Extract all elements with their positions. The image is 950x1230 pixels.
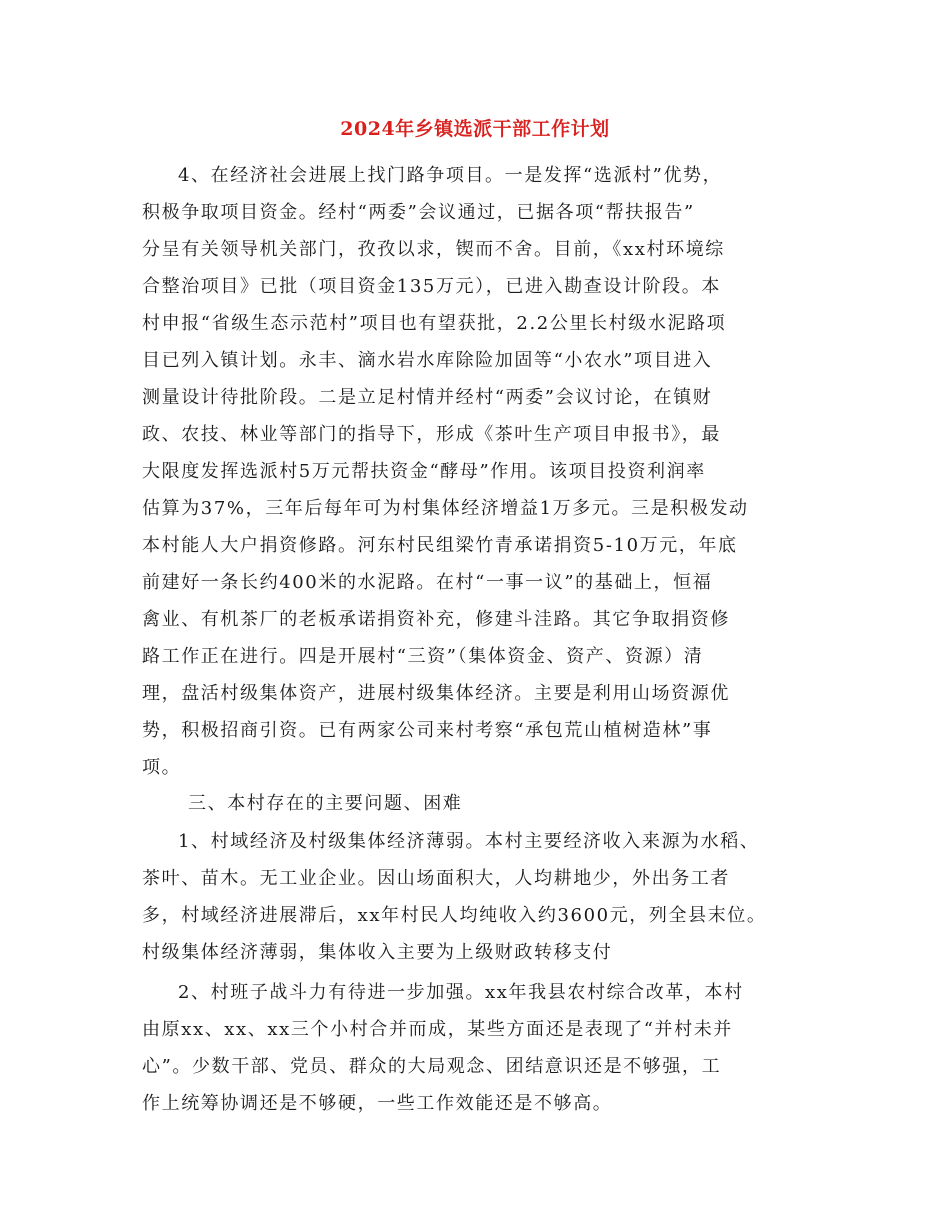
paragraph-line: 势，积极招商引资。已有两家公司来村考察“承包荒山植树造林”事 bbox=[142, 720, 713, 741]
paragraph-line: 目已列入镇计划。永丰、滴水岩水库除险加固等“小农水”项目进入 bbox=[142, 350, 713, 371]
paragraph-line: 分呈有关领导机关部门，孜孜以求，锲而不舍。目前，《xx村环境综 bbox=[142, 239, 725, 260]
paragraph-line: 1、村域经济及村级集体经济薄弱。本村主要经济收入来源为水稻、 bbox=[178, 831, 760, 852]
paragraph-line: 积极争取项目资金。经村“两委”会议通过，已据各项“帮扶报告” bbox=[142, 202, 695, 223]
paragraph-line: 2、村班子战斗力有待进一步加强。xx年我县农村综合改革，本村 bbox=[178, 982, 744, 1003]
paragraph-line: 前建好一条长约400米的水泥路。在村“一事一议”的基础上，恒福 bbox=[142, 572, 713, 593]
paragraph-line: 由原xx、xx、xx三个小村合并而成，某些方面还是表现了“并村未并 bbox=[142, 1019, 733, 1040]
paragraph-line: 大限度发挥选派村5万元帮扶资金“酵母”作用。该项目投资利润率 bbox=[142, 461, 706, 482]
paragraph-line: 作上统筹协调还是不够硬，一些工作效能还是不够高。 bbox=[142, 1093, 613, 1114]
paragraph-line: 理，盘活村级集体资产，进展村级集体经济。主要是利用山场资源优 bbox=[142, 683, 730, 704]
paragraph-line: 政、农技、林业等部门的指导下，形成《茶叶生产项目申报书》，最 bbox=[142, 424, 721, 445]
paragraph-line: 合整治项目》已批（项目资金135万元），已进入勘查设计阶段。本 bbox=[142, 276, 721, 297]
paragraph-line: 心”。少数干部、党员、群众的大局观念、团结意识还是不够强，工 bbox=[142, 1056, 722, 1077]
paragraph-line: 村级集体经济薄弱，集体收入主要为上级财政转移支付 bbox=[142, 942, 613, 963]
paragraph-line: 估算为37%，三年后每年可为村集体经济增益1万多元。三是积极发动 bbox=[142, 498, 749, 519]
paragraph-line: 4、在经济社会进展上找门路争项目。一是发挥“选派村”优势， bbox=[178, 165, 723, 186]
document-title: 2024年乡镇选派干部工作计划 bbox=[340, 118, 610, 140]
paragraph-line: 茶叶、苗木。无工业企业。因山场面积大，人均耕地少，外出务工者 bbox=[142, 868, 730, 889]
paragraph-line: 项。 bbox=[142, 757, 182, 778]
paragraph-line: 禽业、有机茶厂的老板承诺捐资补充，修建斗洼路。其它争取捐资修 bbox=[142, 609, 730, 630]
paragraph-line: 路工作正在进行。四是开展村“三资”（集体资金、资产、资源）清 bbox=[142, 646, 704, 667]
section-heading: 三、本村存在的主要问题、困难 bbox=[188, 793, 463, 814]
paragraph-line: 测量设计待批阶段。二是立足村情并经村“两委”会议讨论，在镇财 bbox=[142, 387, 713, 408]
paragraph-line: 多，村域经济进展滞后，xx年村民人均纯收入约3600元，列全县末位。 bbox=[142, 905, 767, 926]
paragraph-line: 本村能人大户捐资修路。河东村民组梁竹青承诺捐资5-10万元，年底 bbox=[142, 535, 738, 556]
paragraph-line: 村申报“省级生态示范村”项目也有望获批，2.2公里长村级水泥路项 bbox=[142, 313, 727, 334]
